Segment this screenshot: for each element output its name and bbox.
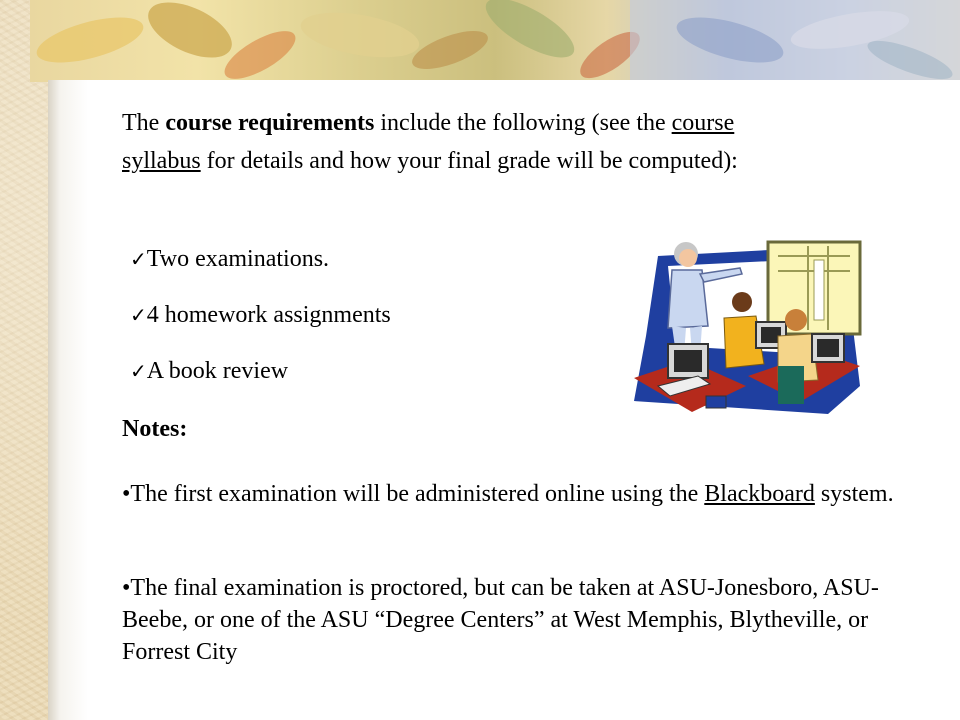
intro-prefix: The <box>122 110 166 136</box>
note-text: •The first examination will be administered online using the <box>122 481 705 507</box>
checklist-item <box>130 244 329 274</box>
intro-suffix: for details and how your final grade will be computed): <box>200 148 738 174</box>
checklist-item <box>130 300 391 330</box>
intro-bold-text: course requirements <box>165 110 375 136</box>
checklist-item-text: 4 homework assignments <box>146 302 391 328</box>
note-item <box>122 572 922 668</box>
checklist-item <box>130 356 288 386</box>
checklist-item-text: Two examinations. <box>146 246 330 272</box>
note-item <box>122 478 922 510</box>
intro-paragraph <box>122 104 802 180</box>
notes-heading: Notes: <box>122 416 188 442</box>
checkmark-icon: ✓ <box>130 359 147 383</box>
intro-middle: include the following (see the <box>374 110 672 136</box>
classroom-computer-clipart-icon <box>628 236 868 436</box>
checkmark-icon: ✓ <box>130 247 147 271</box>
checklist-item-text: A book review <box>146 358 289 384</box>
note-text-end: system. <box>814 481 894 507</box>
slide-content <box>122 104 932 665</box>
leaf-banner <box>30 0 960 82</box>
note-text: •The final examination is proctored, but can be taken at ASU-Jonesboro, ASU-Beebe, or one of the ASU “Degree Centers” at West Memphis, Blytheville, or Forrest City <box>122 575 879 665</box>
course-syllabus-link[interactable]: course syllabus <box>122 110 735 174</box>
checkmark-icon: ✓ <box>130 303 147 327</box>
blackboard-link[interactable]: Blackboard <box>704 481 815 507</box>
